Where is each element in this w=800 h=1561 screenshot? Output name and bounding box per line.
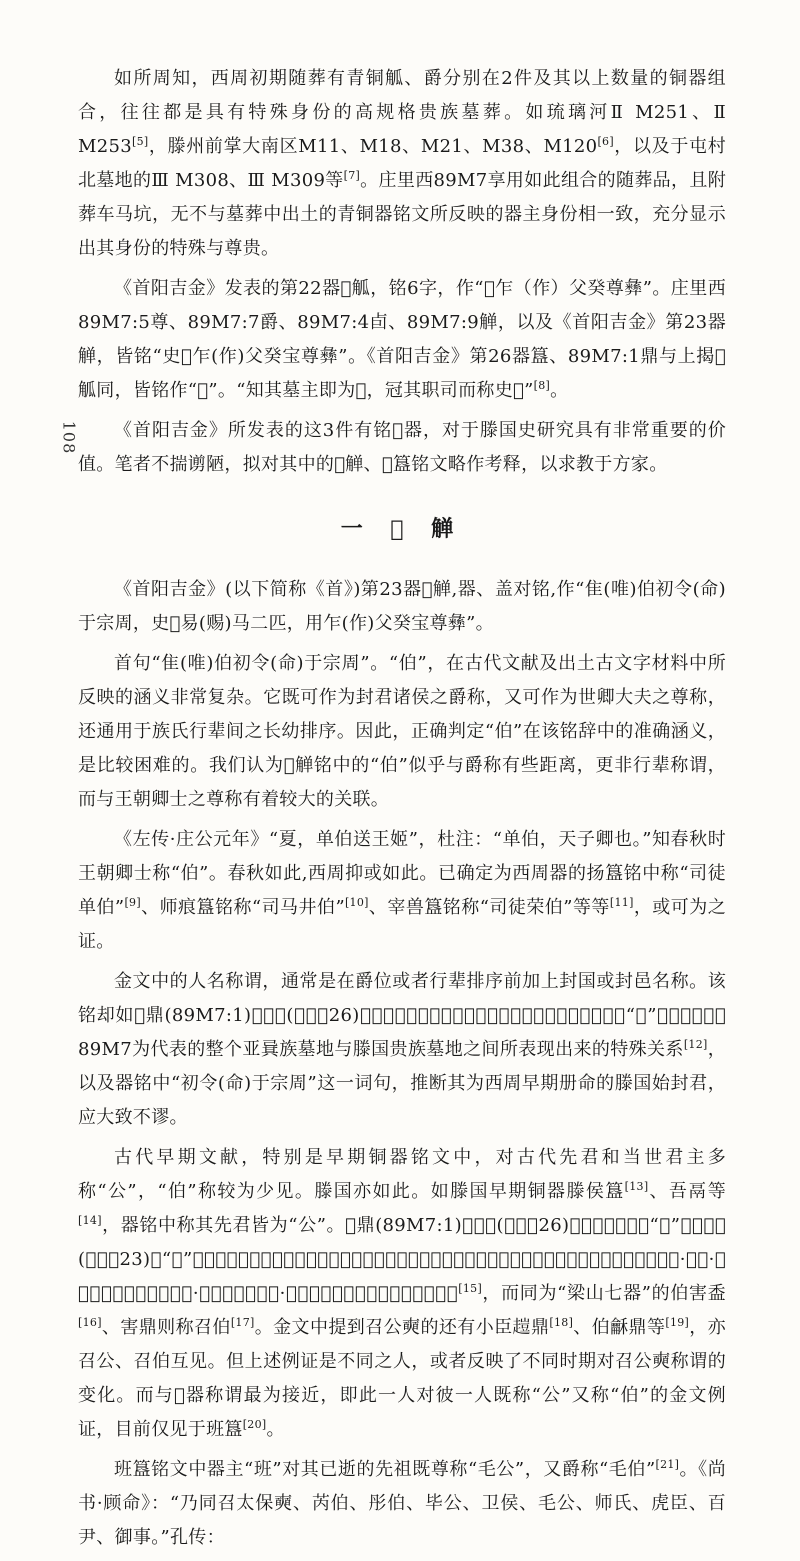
paragraph-text: 古代早期文献，特别是早期铜器铭文中，对古代先君和当世君主多称“公”，“伯”称较为少见。滕国亦如此。如滕国早期铜器滕侯簋 [78, 1147, 726, 1202]
footnote-marker: [14] [78, 1214, 102, 1227]
footnote-marker: [15] [458, 1282, 483, 1295]
body-paragraph [78, 272, 726, 408]
footnote-marker: [9] [124, 896, 141, 909]
paragraph-text: 、宰兽簋铭称“司徒荣伯”等等 [368, 897, 610, 918]
paragraph-text: 、师痕簋铭称“司马井伯” [140, 897, 345, 918]
paragraph-text: 班簋铭文中器主“班”对其已逝的先祖既尊称“毛公”，又爵称“毛伯” [114, 1459, 656, 1480]
paragraph-text: 。《尚书·顾命》：“乃同召太保奭、芮伯、彤伯、毕公、卫侯、毛公、师氏、虎臣、百尹、御事。”孔传： [78, 1459, 727, 1548]
footnote-marker: [16] [78, 1316, 102, 1329]
footnote-marker: [17] [230, 1316, 255, 1329]
footnote-marker: [7] [343, 169, 361, 182]
paragraph-text: ，而同为“梁山七器”的伯害盉 [482, 1283, 726, 1304]
footnote-marker: [5] [132, 135, 149, 148]
paragraph-text: 《首阳吉金》(以下简称《首》)第23器𤃦觯,器、盖对铭,作“隹(唯)伯初令(命)于宗周，史𤃦易(赐)马二匹，用乍(作)父癸宝尊彝”。 [78, 579, 726, 634]
body-paragraph [78, 62, 726, 266]
paragraph-text: 、害鼎则称召伯 [101, 1317, 231, 1338]
footnote-marker: [19] [665, 1316, 690, 1329]
paragraph-text: 、吾鬲等 [648, 1181, 726, 1202]
paragraph-text: 《首阳吉金》所发表的这3件有铭𤃦器，对于滕国史研究具有非常重要的价值。笔者不揣谫陋，拟对其中的𤃦觯、𤃦簋铭文略作考释，以求教于方家。 [78, 420, 726, 475]
paragraph-text: ，亦召公、召伯互见。但上述例证是不同之人，或者反映了不同时期对召公奭称谓的变化。而与𤃦器称谓最为接近，即此一人对彼一人既称“公”又称“伯”的金文例证，目前仅见于班簋 [78, 1317, 726, 1440]
paragraph-text: 、伯龢鼎等 [573, 1317, 666, 1338]
paragraph-text: 。 [550, 380, 569, 401]
body-paragraph [78, 647, 726, 817]
paragraph-text: ，以及于屯村北墓地的Ⅲ M308、Ⅲ M309等 [78, 136, 726, 191]
body-paragraph [78, 1141, 726, 1447]
intro-section [78, 62, 726, 482]
paragraph-text: ，滕州前掌大南区M11、M18、M21、M38、M120 [148, 136, 598, 157]
body-paragraph [78, 1453, 726, 1555]
body-paragraph [78, 414, 726, 482]
body-paragraph [78, 823, 726, 959]
section-one-body [78, 573, 726, 1555]
paragraph-text: 金文中的人名称谓，通常是在爵位或者行辈排序前加上封国或封邑名称。该铭却如𤃦鼎(89M7:1)、𤃦簋(《首》26)，省略了封邑名。𤃦觯铭中这位被省略掉封邑名称的“伯”，如果依据以89M7为代表的整个亚㠱族墓地与滕国贵族墓地之间所表现出来的特殊关系 [78, 971, 726, 1060]
footnote-marker: [13] [624, 1180, 649, 1193]
paragraph-text: 《首阳吉金》发表的第22器𤃦觚，铭6字，作“𤃦乍（作）父癸尊彝”。庄里西89M7:5尊、89M7:7爵、89M7:4卣、89M7:9觯，以及《首阳吉金》第23器觯，皆铭“史𤃦乍(作)父癸宝尊彝”。《首阳吉金》第26器簋、89M7:1鼎与上揭𤃦觚同，皆铭作“𤃦”。“知其墓主即为𤃦，冠其职司而称史𤃦” [78, 278, 726, 401]
footnote-marker: [11] [609, 896, 634, 909]
paragraph-text: 。庄里西89M7享用如此组合的随葬品，且附葬车马坑，无不与墓葬中出土的青铜器铭文所反映的器主身份相一致，充分显示出其身份的特殊与尊贵。 [78, 170, 726, 259]
body-paragraph [78, 573, 726, 641]
text-column [78, 62, 726, 1561]
paragraph-text: 首句“隹(唯)伯初令(命)于宗周”。“伯”，在古代文献及出土古文字材料中所反映的涵义非常复杂。它既可作为封君诸侯之爵称，又可作为世卿大夫之尊称，还通用于族氏行辈间之长幼排序。因此，正确判定“伯”在该铭辞中的准确涵义，是比较困难的。我们认为𤃦觯铭中的“伯”似乎与爵称有些距离，更非行辈称谓，而与王朝卿士之尊称有着较大的关联。 [78, 653, 726, 810]
footnote-marker: [12] [683, 1038, 708, 1051]
paragraph-text: ，或可为之证。 [78, 897, 727, 952]
footnote-marker: [18] [549, 1316, 574, 1329]
footnote-marker: [10] [344, 896, 369, 909]
paragraph-text: ，器铭中称其先君皆为“公”。𤃦鼎(89M7:1)、𤃦簋(《首》26)亦称当世滕君为“公”，唯𤃦觯(《首》23)称“伯”。这种称谓一人而公、伯互见的例证，在文献和金文中，在召公奭的称谓上体现得最为显著。《诗·大雅·江汉》称奭召公，《召南·甘棠》、《大雅·崧高》则称召伯；太史友甗称召公 [78, 1215, 726, 1304]
paragraph-text: 。 [266, 1419, 285, 1440]
page-number: 108 [59, 420, 79, 455]
paragraph-text: ，以及器铭中“初令(命)于宗周”这一词句，推断其为西周早期册命的滕国始封君，应大致不谬。 [78, 1039, 727, 1128]
footnote-marker: [21] [655, 1458, 680, 1471]
paragraph-text: 。金文中提到召公奭的还有小臣𧽊鼎 [254, 1317, 550, 1338]
footnote-marker: [6] [597, 135, 614, 148]
footnote-marker: [8] [533, 379, 551, 392]
section-heading: 一 𤃦 觯 [340, 517, 464, 542]
footnote-marker: [20] [242, 1418, 267, 1431]
paragraph-text: 如所周知，西周初期随葬有青铜觚、爵分别在2件及其以上数量的铜器组合，往往都是具有特殊身份的高规格贵族墓葬。如琉璃河Ⅱ M251、Ⅱ M253 [78, 68, 726, 157]
body-paragraph [78, 965, 726, 1135]
paragraph-text: 《左传·庄公元年》“夏，单伯送王姬”，杜注：“单伯，天子卿也。”知春秋时王朝卿士称“伯”。春秋如此,西周抑或如此。已确定为西周器的扬簋铭中称“司徒单伯” [78, 829, 726, 918]
